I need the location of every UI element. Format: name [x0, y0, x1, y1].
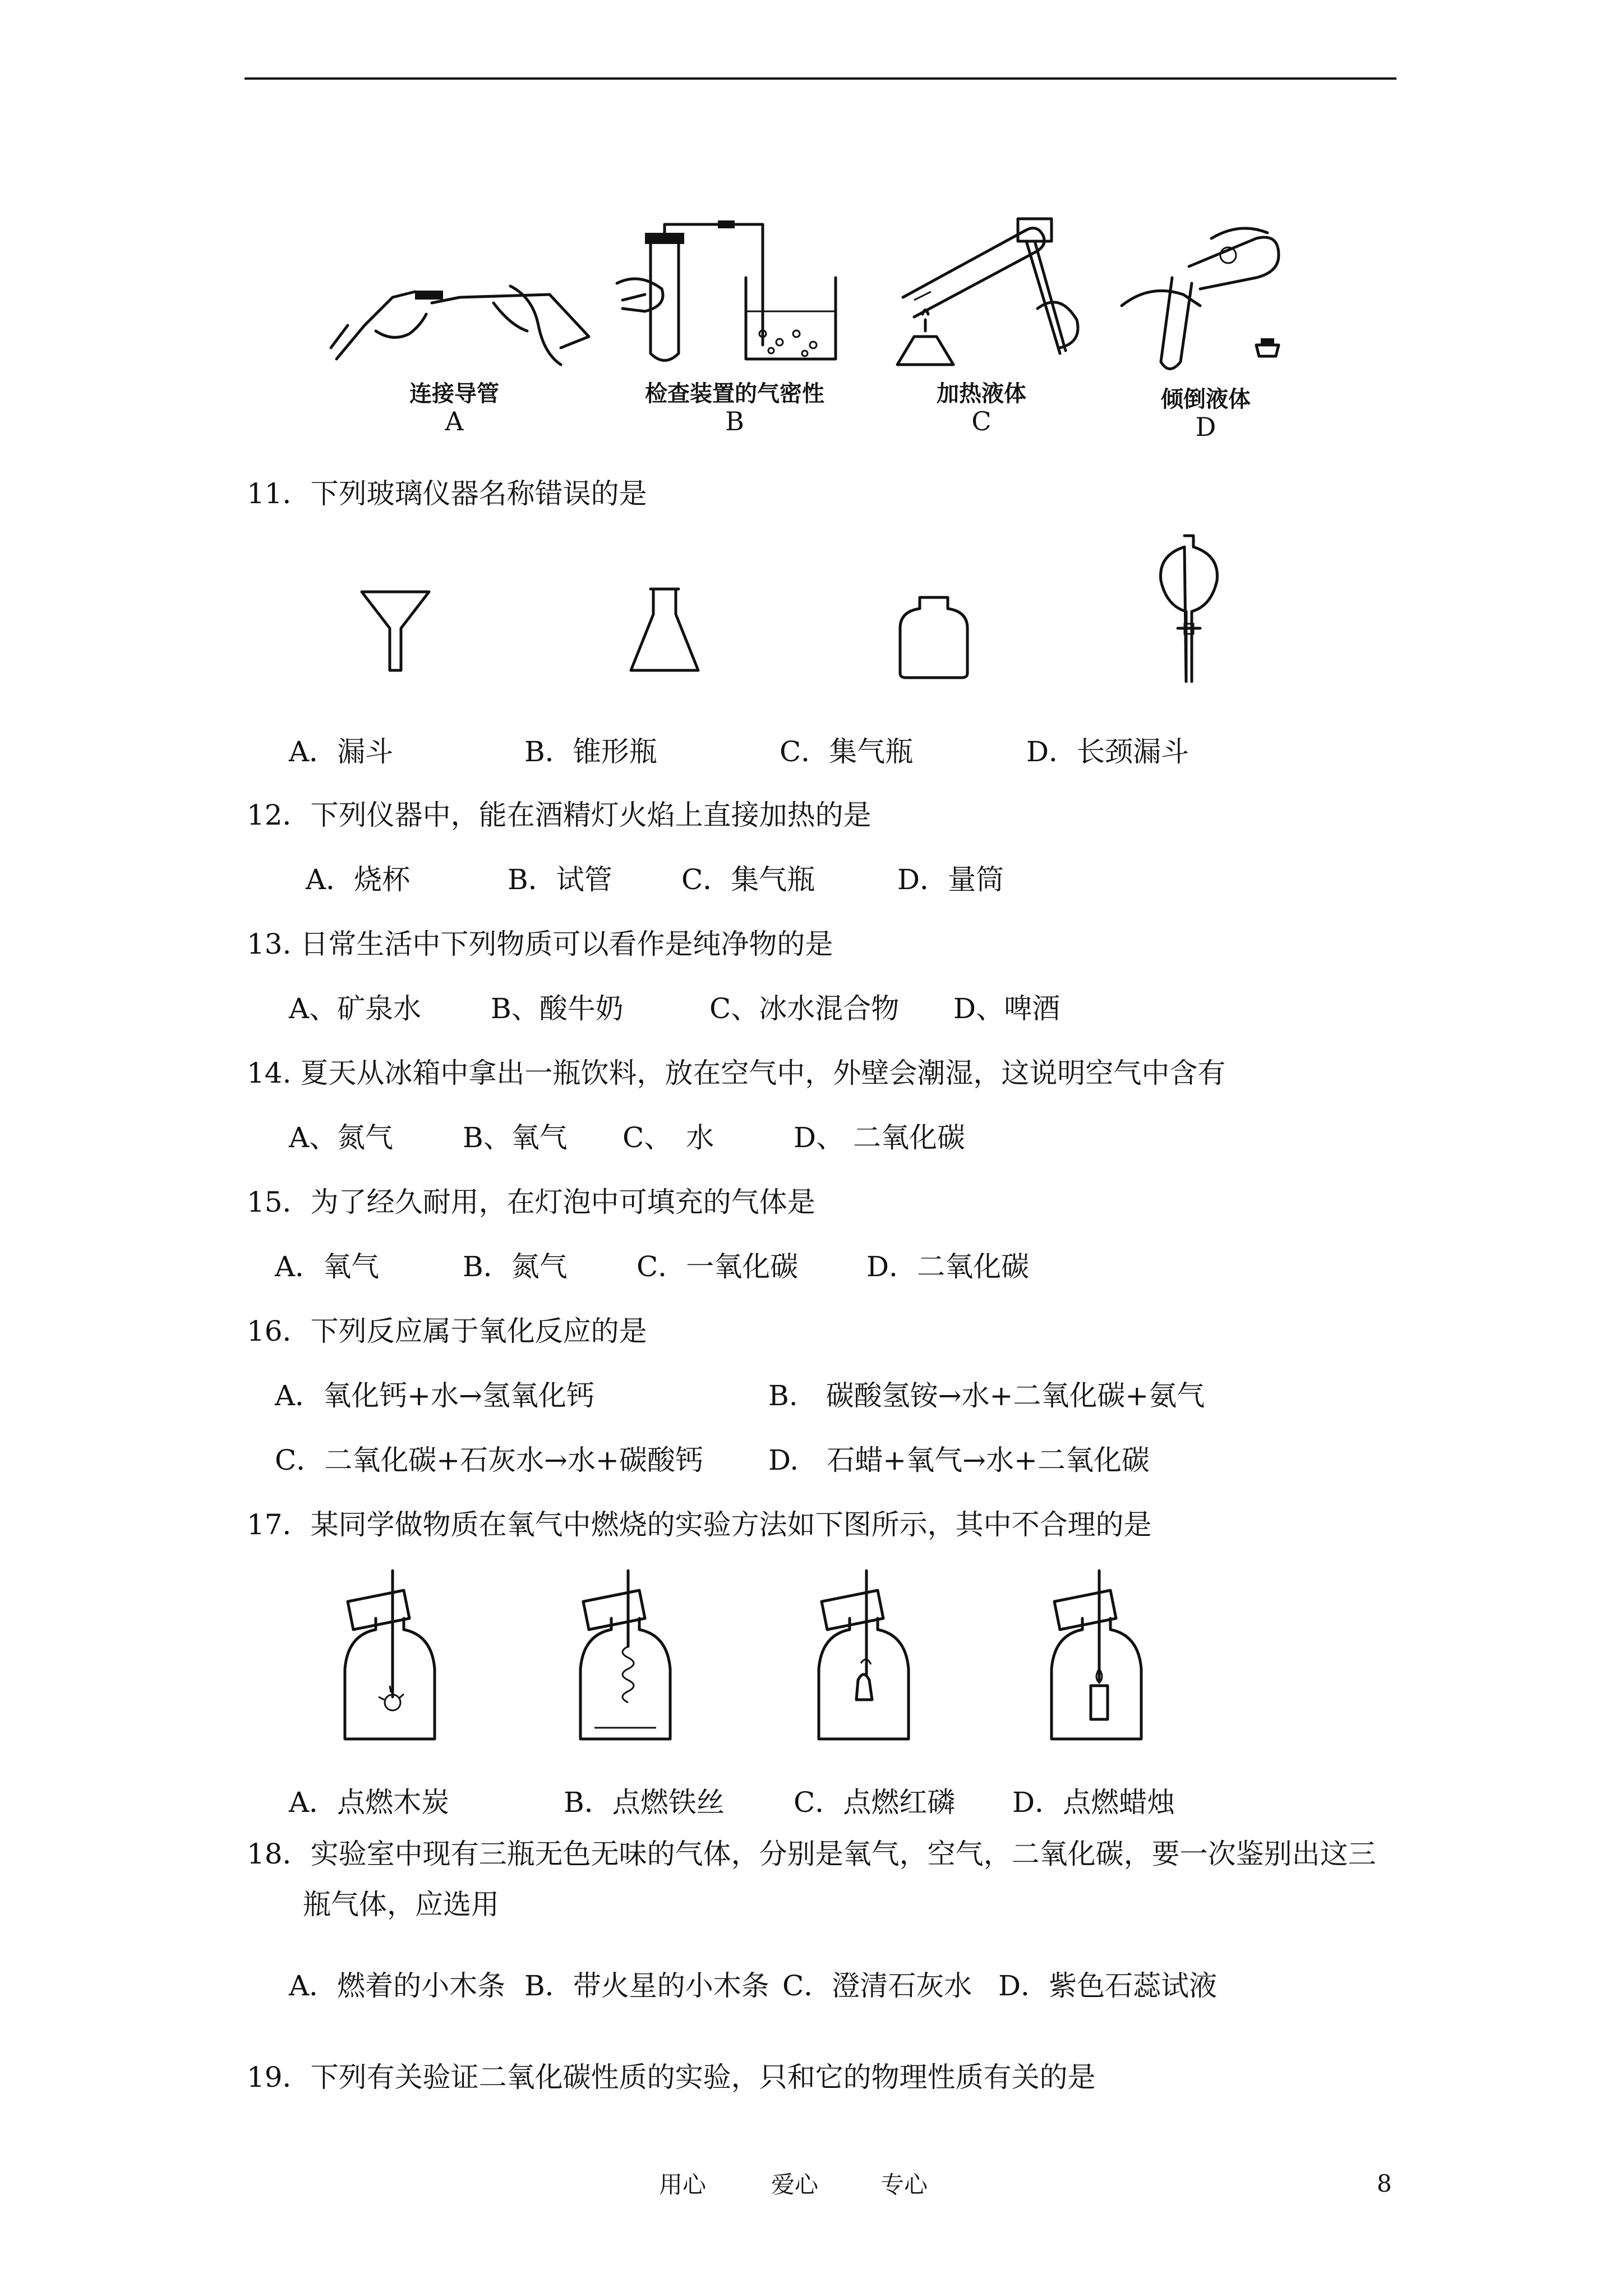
- q16-option-b[interactable]: B. 碳酸氢铵→水+二氧化碳+氨气: [768, 1379, 1205, 1412]
- figure-c-caption: 加热液体: [937, 381, 1026, 407]
- q19-stem: 19．下列有关验证二氧化碳性质的实验，只和它的物理性质有关的是: [247, 2061, 1096, 2093]
- q14-option-c[interactable]: C、 水: [623, 1121, 714, 1154]
- q17-option-b[interactable]: B．点燃铁丝: [564, 1786, 725, 1819]
- q11-option-d[interactable]: D．长颈漏斗: [1026, 735, 1189, 768]
- figure-pour-liquid: [1116, 222, 1307, 373]
- q16-option-a[interactable]: A．氧化钙+水→氢氧化钙: [275, 1379, 594, 1412]
- q11-option-c[interactable]: C．集气瓶: [780, 735, 914, 768]
- figure-heat-liquid: [892, 208, 1105, 370]
- q16-stem: 16．下列反应属于氧化反应的是: [247, 1315, 647, 1347]
- figure-a-letter: A: [445, 406, 464, 436]
- q13-option-d[interactable]: D、啤酒: [953, 992, 1061, 1025]
- header-rule: [245, 77, 1396, 80]
- q13-option-a[interactable]: A、矿泉水: [289, 992, 422, 1025]
- conical-flask-icon: [628, 586, 701, 676]
- jar-iron-wire-icon: [572, 1568, 679, 1747]
- q14-stem: 14. 夏天从冰箱中拿出一瓶饮料，放在空气中，外壁会潮湿，这说明空气中含有: [247, 1057, 1226, 1089]
- q15-option-b[interactable]: B．氮气: [463, 1250, 568, 1283]
- funnel-icon: [359, 589, 432, 673]
- gas-bottle-icon: [897, 595, 970, 679]
- q18-option-b[interactable]: B．带火星的小木条: [524, 1970, 769, 2002]
- q12-option-b[interactable]: B．试管: [508, 863, 612, 896]
- q18-option-c[interactable]: C．澄清石灰水: [782, 1970, 972, 2002]
- figure-connect-tube: [325, 264, 594, 376]
- q18-option-d[interactable]: D．紫色石蕊试液: [998, 1970, 1218, 2002]
- q16-option-c[interactable]: C．二氧化碳+石灰水→水+碳酸钙: [275, 1444, 703, 1476]
- q17-option-c[interactable]: C．点燃红磷: [794, 1786, 956, 1819]
- q11-stem: 11．下列玻璃仪器名称错误的是: [247, 477, 647, 510]
- q15-option-c[interactable]: C．一氧化碳: [637, 1250, 799, 1283]
- q12-option-c[interactable]: C．集气瓶: [681, 863, 815, 896]
- figure-d-letter: D: [1195, 412, 1216, 442]
- q18-stem-line2: 瓶气体，应选用: [303, 1888, 499, 1921]
- figure-c-letter: C: [971, 406, 992, 436]
- page-number: 8: [1377, 2170, 1392, 2197]
- q14-option-b[interactable]: B、氧气: [463, 1121, 568, 1154]
- q17-option-d[interactable]: D．点燃蜡烛: [1012, 1786, 1175, 1819]
- footer-slogan-2: 爱心: [771, 2171, 819, 2198]
- figure-b-letter: B: [725, 406, 744, 436]
- jar-red-phosphorus-icon: [810, 1568, 917, 1747]
- figure-d-caption: 倾倒液体: [1161, 386, 1251, 412]
- q15-stem: 15．为了经久耐用，在灯泡中可填充的气体是: [247, 1186, 815, 1218]
- q13-option-c[interactable]: C、冰水混合物: [709, 992, 900, 1025]
- footer-slogan-1: 用心: [659, 2171, 707, 2198]
- figure-airtight-check: [611, 216, 852, 367]
- q17-option-a[interactable]: A．点燃木炭: [289, 1786, 450, 1819]
- q18-stem-line1: 18．实验室中现有三瓶无色无味的气体，分别是氧气，空气，二氧化碳，要一次鉴别出这三: [247, 1838, 1376, 1870]
- q14-option-d[interactable]: D、 二氧化碳: [794, 1121, 965, 1154]
- q11-option-a[interactable]: A．漏斗: [289, 735, 394, 768]
- q18-option-a[interactable]: A．燃着的小木条: [289, 1970, 506, 2002]
- q12-option-d[interactable]: D．量筒: [897, 863, 1004, 896]
- q17-stem: 17．某同学做物质在氧气中燃烧的实验方法如下图所示，其中不合理的是: [247, 1508, 1152, 1541]
- q11-option-b[interactable]: B．锥形瓶: [524, 735, 657, 768]
- jar-candle-icon: [1043, 1568, 1150, 1747]
- q12-stem: 12．下列仪器中，能在酒精灯火焰上直接加热的是: [247, 799, 872, 831]
- separatory-funnel-icon: [1155, 533, 1223, 684]
- footer-slogan-3: 专心: [880, 2171, 928, 2198]
- q13-stem: 13. 日常生活中下列物质可以看作是纯净物的是: [247, 928, 833, 960]
- q14-option-a[interactable]: A、氮气: [289, 1121, 394, 1154]
- figure-a-caption: 连接导管: [409, 381, 499, 407]
- q13-option-b[interactable]: B、酸牛奶: [491, 992, 624, 1025]
- q15-option-a[interactable]: A．氧气: [275, 1250, 380, 1283]
- q15-option-d[interactable]: D．二氧化碳: [866, 1250, 1030, 1283]
- q16-option-d[interactable]: D. 石蜡+氧气→水+二氧化碳: [768, 1444, 1150, 1476]
- q12-option-a[interactable]: A．烧杯: [306, 863, 411, 896]
- jar-charcoal-icon: [336, 1568, 443, 1747]
- figure-b-caption: 检查装置的气密性: [645, 381, 824, 407]
